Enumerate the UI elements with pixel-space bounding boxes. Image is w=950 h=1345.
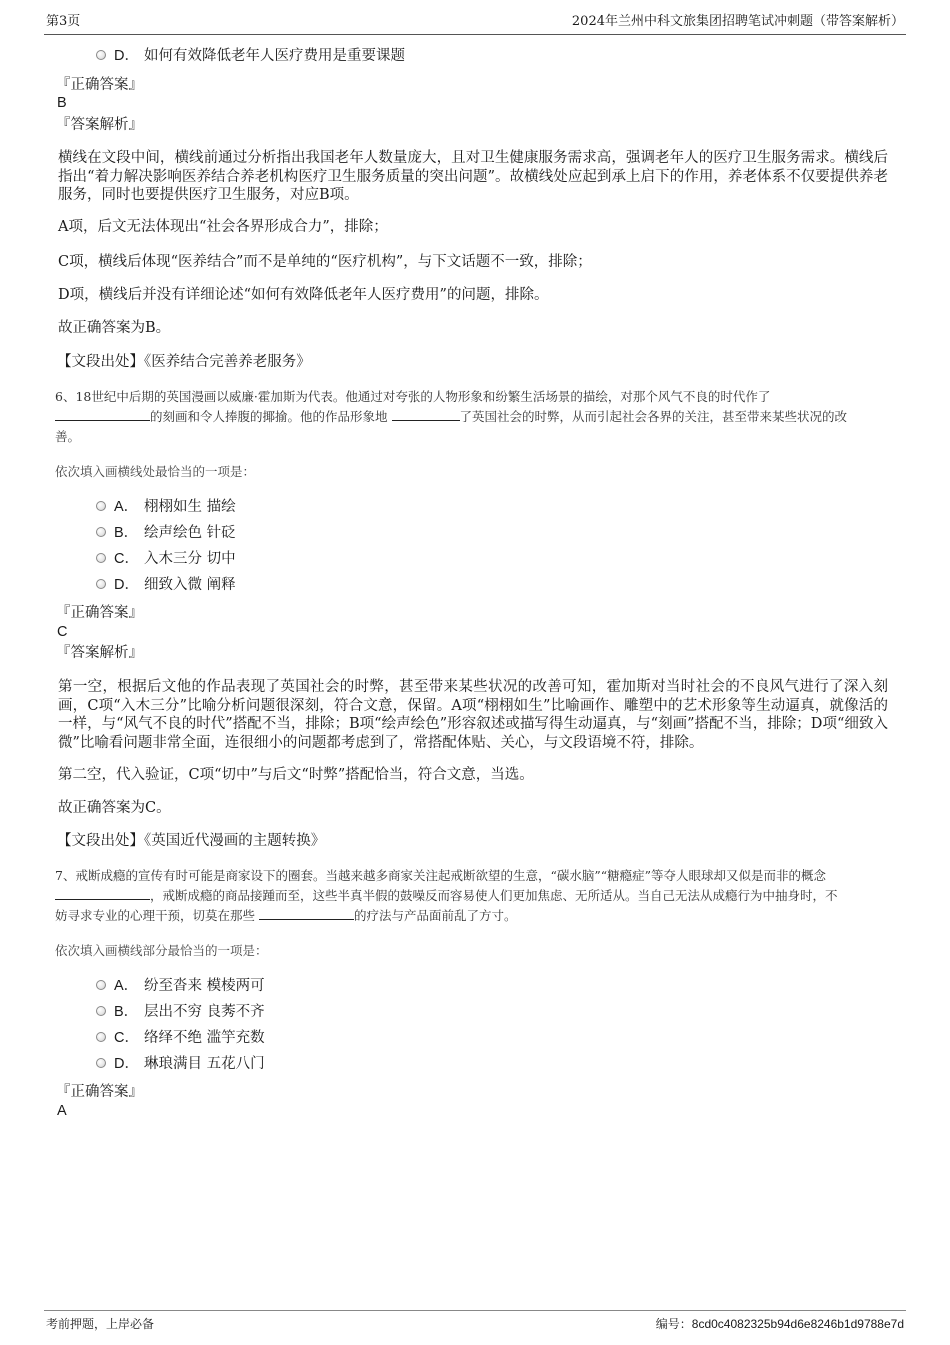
q6-answer: C bbox=[57, 624, 68, 640]
q5-analysis-paragraph: 故正确答案为B。 bbox=[58, 320, 171, 336]
page-number: 第3页 bbox=[46, 14, 81, 29]
radio-icon[interactable] bbox=[96, 50, 106, 60]
q7-prompt: 依次填入画横线部分最恰当的一项是： bbox=[55, 943, 268, 958]
q6-analysis-paragraph: 第二空，代入验证，C项“切中”与后文“时弊”搭配恰当，符合文意，当选。 bbox=[58, 767, 534, 783]
fill-blank bbox=[55, 408, 150, 421]
q5-analysis-paragraph: C项，横线后体现“医养结合”而不是单纯的“医疗机构”，与下文话题不一致，排除； bbox=[58, 254, 592, 270]
radio-icon[interactable] bbox=[96, 1032, 106, 1042]
document-title: 2024年兰州中科文旅集团招聘笔试冲刺题（带答案解析） bbox=[571, 14, 904, 29]
q6-analysis-label: 『答案解析』 bbox=[56, 645, 143, 661]
document-code: 编号：8cd0c4082325b94d6e8246b1d9788e7d bbox=[655, 1317, 904, 1331]
q7-option-c[interactable]: C． 络绎不绝 滥竽充数 bbox=[96, 1028, 265, 1048]
q7-answer: A bbox=[57, 1103, 67, 1119]
q6-option-a[interactable]: A． 栩栩如生 描绘 bbox=[96, 497, 236, 517]
q6-source: 【文段出处】《英国近代漫画的主题转换》 bbox=[57, 833, 326, 849]
fill-blank bbox=[55, 887, 150, 900]
footer-motto: 考前押题，上岸必备 bbox=[46, 1317, 155, 1331]
q6-analysis-paragraph: 故正确答案为C。 bbox=[58, 800, 171, 816]
q7-option-d[interactable]: D． 琳琅满目 五花八门 bbox=[96, 1054, 265, 1074]
q6-analysis-paragraph: 第一空，根据后文他的作品表现了英国社会的时弊，甚至带来某些状况的改善可知，霍加斯对当时社会的不良风气进行了深入刻画，C项“入木三分”比喻分析问题很深刻，符合文意，保留。A项“栩栩如生”比喻画作、雕塑中的艺术形象等生动逼真，就像活的一样，与“风气不良的时代”搭配不当，排除；B项“绘声绘色”形容叙述或描写得生动逼真，与“刻画”搭配不当，排除；D项“细致入微”比喻看问题非常全面，连很细小的问题都考虑到了，常搭配体贴、关心，与文段语境不符，排除。 bbox=[58, 679, 888, 751]
page-footer bbox=[44, 1310, 906, 1335]
fill-blank bbox=[392, 408, 460, 421]
q6-option-d[interactable]: D． 细致入微 阐释 bbox=[96, 575, 236, 595]
radio-icon[interactable] bbox=[96, 980, 106, 990]
q5-analysis-paragraph: D项，横线后并没有详细论述“如何有效降低老年人医疗费用”的问题，排除。 bbox=[58, 287, 549, 303]
q7-answer-label: 『正确答案』 bbox=[56, 1084, 143, 1100]
q7-option-a[interactable]: A． 纷至沓来 模棱两可 bbox=[96, 976, 265, 996]
q5-option-d[interactable]: D． 如何有效降低老年人医疗费用是重要课题 bbox=[96, 46, 405, 66]
q6-prompt: 依次填入画横线处最恰当的一项是： bbox=[55, 464, 256, 479]
q5-analysis-paragraph: 横线在文段中间，横线前通过分析指出我国老年人数量庞大，且对卫生健康服务需求高，强调老年人的医疗卫生服务需求。横线后指出“着力解决影响医养结合养老机构医疗卫生服务质量的突出问题”。故横线处应起到承上启下的作用，养老体系不仅要提供养老服务，同时也要提供医疗卫生服务，对应B项。 bbox=[58, 150, 888, 203]
q6-option-c[interactable]: C． 入木三分 切中 bbox=[96, 549, 236, 569]
radio-icon[interactable] bbox=[96, 1006, 106, 1016]
q5-analysis-label: 『答案解析』 bbox=[56, 117, 143, 133]
q6-option-b[interactable]: B． 绘声绘色 针砭 bbox=[96, 523, 236, 543]
q7-stem: 7、戒断成瘾的宣传有时可能是商家设下的圈套。当越来越多商家关注起戒断欲望的生意，“碳水脑”“糖瘾症”等夺人眼球却又似是而非的概念 ，戒断成瘾的商品接踵而至，这些半真半假的鼓噪反而容易使人们更加焦虑、无所适从。当自己无法从成瘾行为中抽身时，不 妨寻求专业的心理干预，切莫在那些 的疗法与产品面前乱了方寸。 bbox=[55, 868, 838, 923]
page-header bbox=[44, 12, 906, 35]
radio-icon[interactable] bbox=[96, 579, 106, 589]
q6-answer-label: 『正确答案』 bbox=[56, 605, 143, 621]
q5-answer: B bbox=[57, 95, 67, 111]
q5-answer-label: 『正确答案』 bbox=[56, 77, 143, 93]
q5-source: 【文段出处】《医养结合完善养老服务》 bbox=[57, 354, 311, 370]
radio-icon[interactable] bbox=[96, 527, 106, 537]
radio-icon[interactable] bbox=[96, 553, 106, 563]
q7-option-b[interactable]: B． 层出不穷 良莠不齐 bbox=[96, 1002, 265, 1022]
q6-stem: 6、18世纪中后期的英国漫画以威廉·霍加斯为代表。他通过对夸张的人物形象和纷繁生活场景的描绘，对那个风气不良的时代作了 的刻画和令人捧腹的揶揄。他的作品形象地 了英国社会的时弊，从而引起社会各界的关注，甚至带来某些状况的改 善。 bbox=[55, 389, 848, 444]
q5-analysis-paragraph: A项，后文无法体现出“社会各界形成合力”，排除； bbox=[58, 219, 388, 235]
fill-blank bbox=[259, 907, 354, 920]
radio-icon[interactable] bbox=[96, 501, 106, 511]
radio-icon[interactable] bbox=[96, 1058, 106, 1068]
